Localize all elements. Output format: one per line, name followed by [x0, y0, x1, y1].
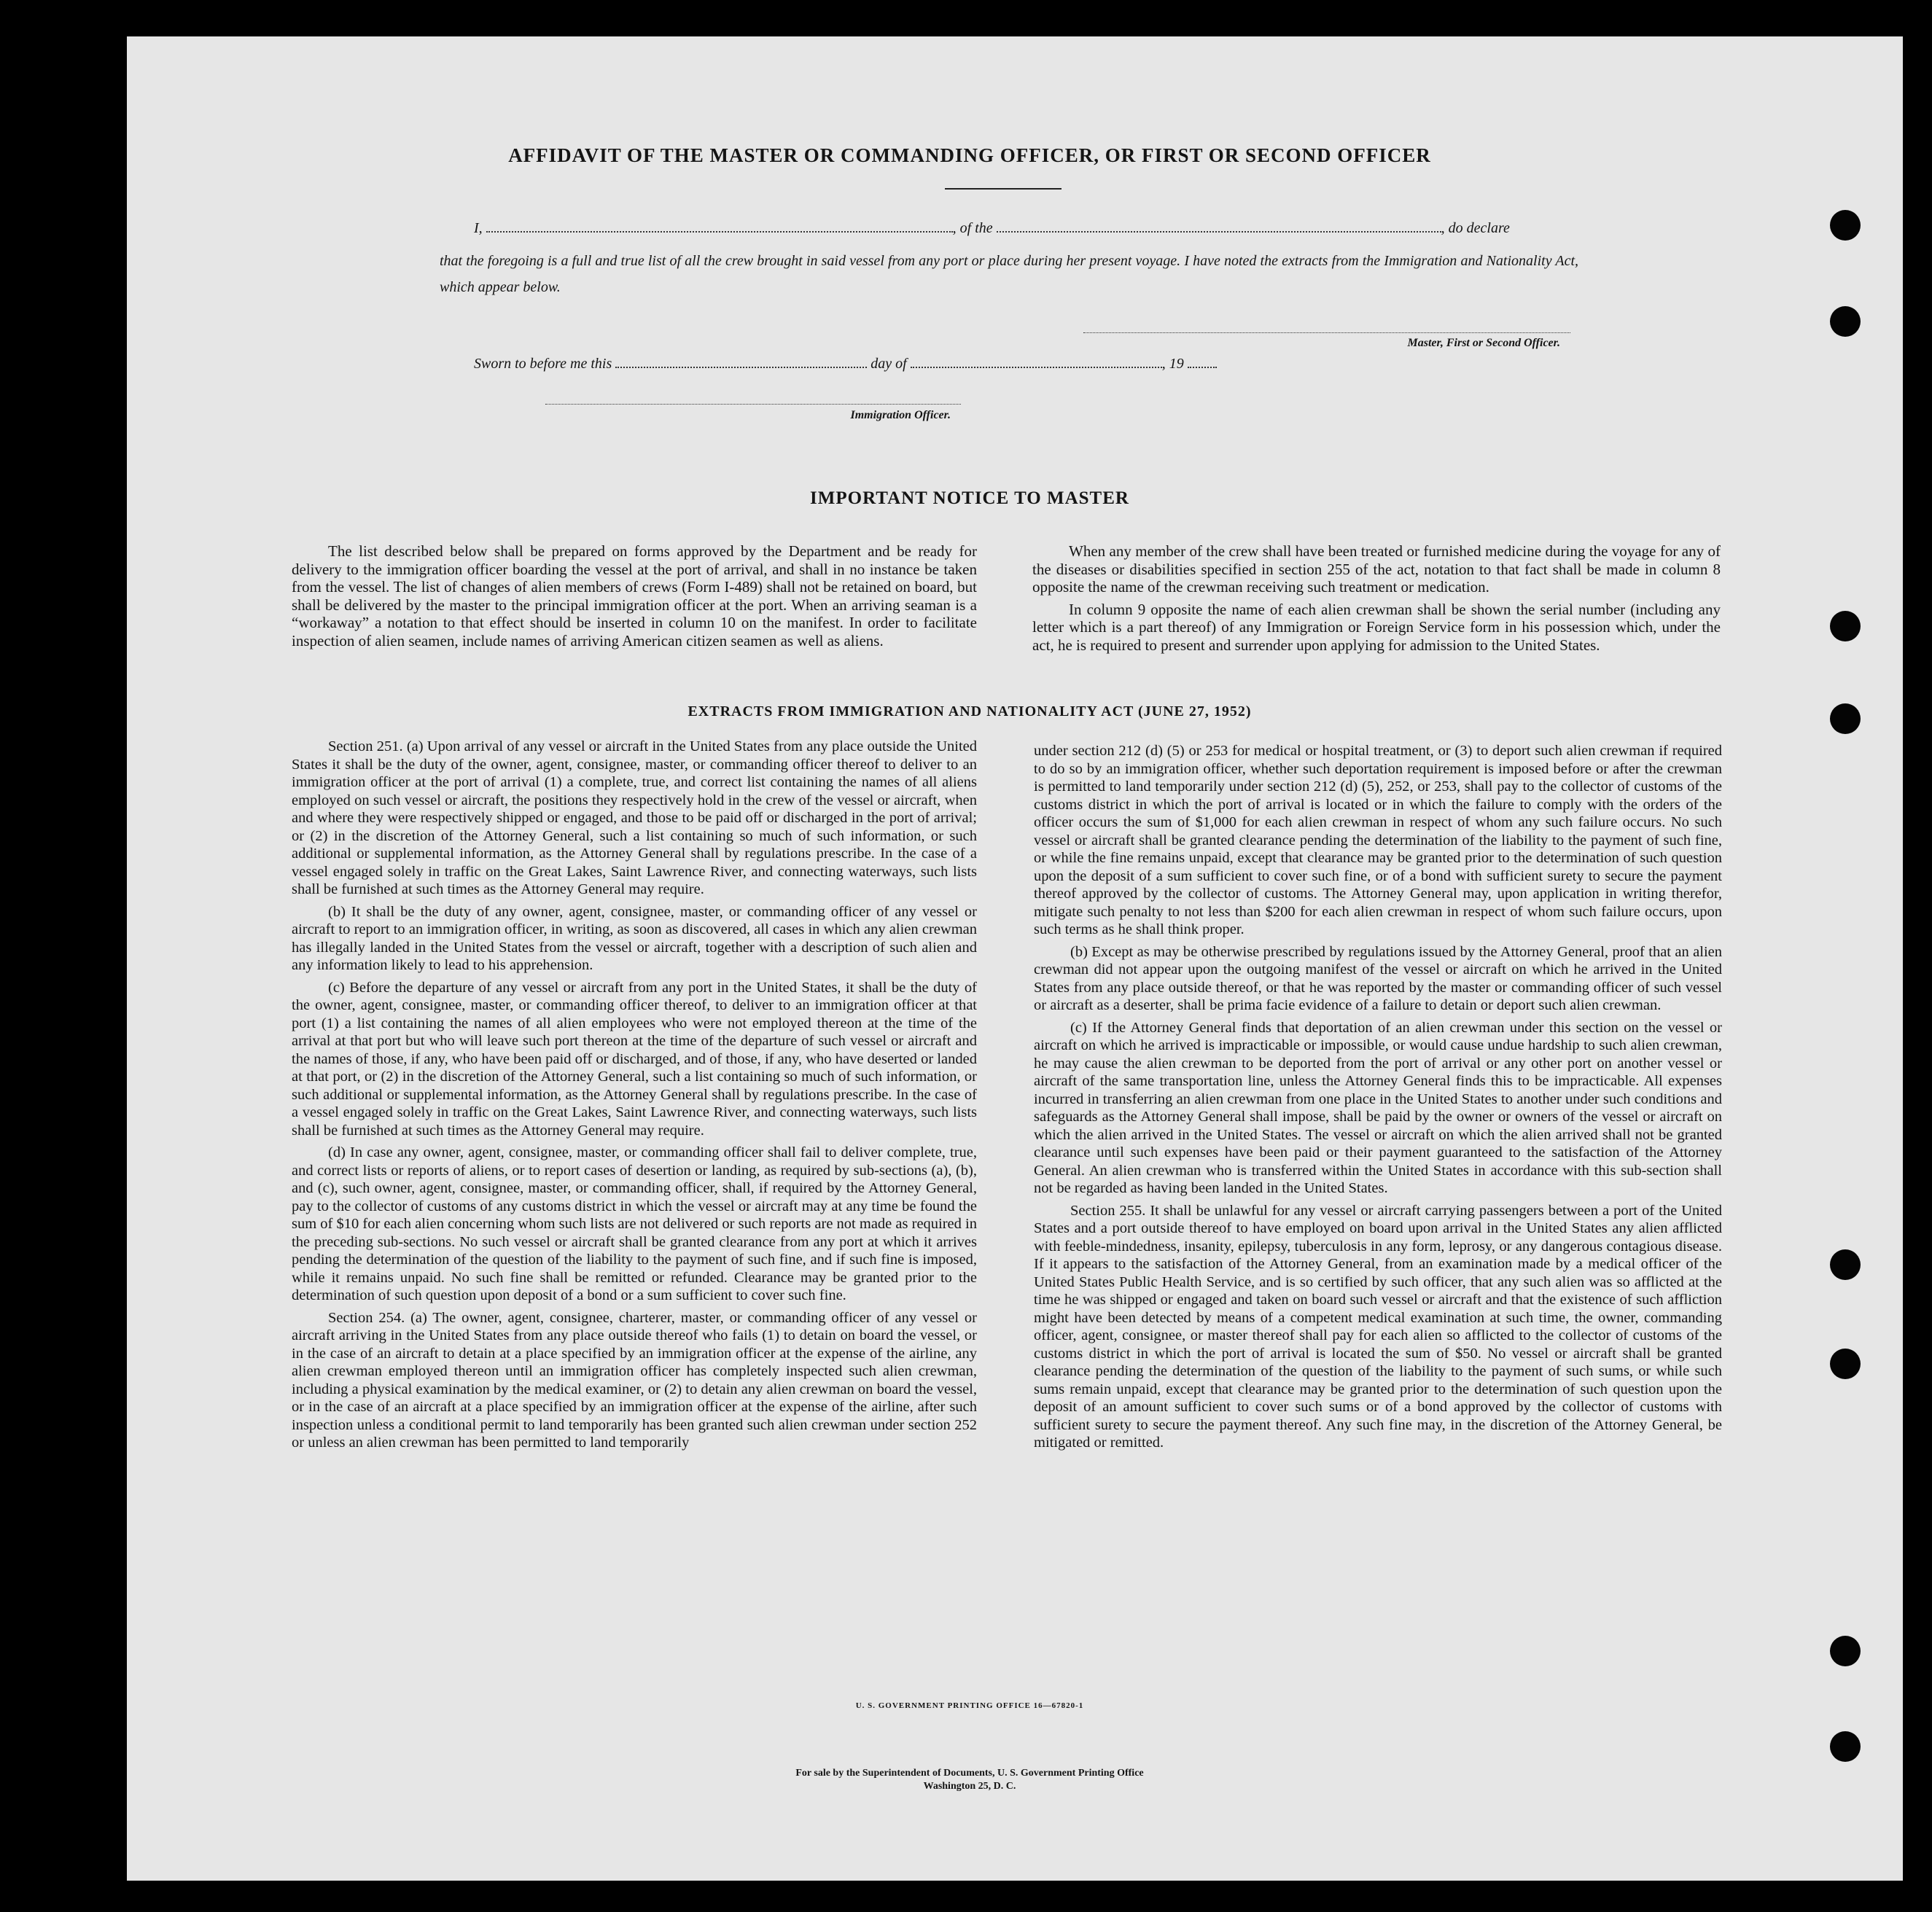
extract-paragraph: Section 254. (a) The owner, agent, consignee, charterer, master, or commanding officer of any vessel or aircraft arriving in the United States from any place outside thereof who fails (1) to detain on board the vessel, or in the case of an aircraft to detain at a place specified by an immigration officer at the expense of the airline, any alien crewman employed thereon until an immigration officer has completely inspected such alien crewman, including a physical examination by the medical examiner, or (2) to detain any alien crewman on board the vessel, or in the case of an aircraft at a place specified by an immigration officer at the expense of the airline, after such inspection unless a conditional permit to land temporarily has been granted such alien crewman under section 252 or unless an alien crewman has been permitted to land temporarily [292, 1309, 977, 1451]
notice-paragraph: When any member of the crew shall have been treated or furnished medicine during the voyage for any of the diseases or disabilities specified in section 255 of the act, notation to that fact shall be made in column 8 opposite the name of the crewman receiving such treatment or medication. [1032, 542, 1721, 596]
extracts-right-column [1034, 742, 1722, 1456]
extract-paragraph: Section 251. (a) Upon arrival of any vessel or aircraft in the United States from any place outside the United States it shall be the duty of the owner, agent, consignee, master, or commanding officer thereof to deliver to an immigration officer at the port of arrival (1) a complete, true, and correct list containing the names of all aliens employed on such vessel or aircraft, the positions they respectively hold in the crew of the vessel or aircraft, when and where they were respectively shipped or engaged, and those to be paid off or discharged in the port of arrival; or (2) in the discretion of the Attorney General, such a list containing so much of such information, or such additional or supplemental information, as the Attorney General shall by regulations prescribe. In the case of a vessel engaged solely in traffic on the Great Lakes, Saint Lawrence River, and connecting waterways, such lists shall be furnished at such times as the Attorney General may require. [292, 738, 977, 897]
extract-paragraph: (c) Before the departure of any vessel or aircraft from any port in the United States, it shall be the duty of the owner, agent, consignee, master, or commanding officer thereof, to deliver to an immigration officer at that port (1) a list containing the names of all alien employees who were not employed thereon at the time of the arrival at that port but who will leave such port thereon at the time of the departure of such vessel or aircraft and the names of those, if any, who have been paid off or discharged, and of those, if any, who have deserted or landed at that port, or (2) in the discretion of the Attorney General, such a list containing so much of such information, or such additional or supplemental information, as the Attorney General shall by regulations prescribe. In the case of a vessel engaged solely in traffic on the Great Lakes, Saint Lawrence River, and connecting waterways, such lists shall be furnished at such times as the Attorney General may require. [292, 979, 977, 1139]
notice-left-column [292, 542, 977, 654]
punch-hole [1830, 1636, 1861, 1666]
punch-hole [1830, 1349, 1861, 1379]
month-blank [911, 356, 1162, 368]
punch-hole [1830, 1249, 1861, 1280]
punch-hole [1830, 703, 1861, 734]
declaration-text: that the foregoing is a full and true list of all the crew brought in said vessel from any port or place during her present voyage. I have noted the extracts from the Immigration and Nationality Act, which appear below. [440, 253, 1578, 295]
officer-signature-line [1083, 332, 1570, 333]
name-blank [486, 221, 953, 233]
printing-office-imprint: U. S. GOVERNMENT PRINTING OFFICE 16—67820-1 [855, 1701, 1084, 1710]
of-the-label: , of the [952, 220, 993, 236]
footer-line-1: For sale by the Superintendent of Documents, U. S. Government Printing Office [795, 1768, 1144, 1779]
extract-paragraph: (c) If the Attorney General finds that deportation of an alien crewman under this section on the vessel or aircraft on which he arrived is impracticable or impossible, or would cause undue hardship to such alien crewman, he may cause the alien crewman to be deported from the port of arrival or any other port on another vessel or aircraft of the same transportation line, unless the Attorney General finds this to be impracticable. All expenses incurred in transferring an alien crewman from one place in the United States to another under such conditions and safeguards as the Attorney General shall impose, shall be paid by the owner or owners of the vessel or aircraft on which the alien arrived in the United States. The vessel or aircraft on which the alien arrived shall not be granted clearance until such expenses have been paid or their payment guaranteed to the satisfaction of the Attorney General. An alien crewman who is transferred within the United States in accordance with this sub-section shall not be regarded as having been landed in the United States. [1034, 1019, 1722, 1196]
do-declare-label: , do declare [1441, 220, 1510, 236]
day-blank [615, 356, 867, 368]
extract-paragraph: (d) In case any owner, agent, consignee, master, or commanding officer shall fail to deliver complete, true, and correct lists or reports of aliens, or to report cases of desertion or landing, as required by sub-sections (a), (b), and (c), such owner, agent, consignee, master, or commanding officer, shall, if required by the Attorney General, pay to the collector of customs of any customs district in which the vessel or aircraft may at any time be found the sum of $10 for each alien concerning whom such lists are not delivered or such reports are not made as required in the preceding sub-sections. No such vessel or aircraft shall be granted clearance from any port at which it arrives pending the determination of the question of the liability to the payment of such fine, and if such fine is imposed, while it remains unpaid. No such fine shall be remitted or refunded. Clearance may be granted prior to the determination of such question upon deposit of a bond or a sum sufficient to cover such fine. [292, 1144, 977, 1303]
extract-paragraph: (b) Except as may be otherwise prescribed by regulations issued by the Attorney General, proof that an alien crewman did not appear upon the outgoing manifest of the vessel or aircraft on which he arrived in the United States from any place outside thereof, or that he was reported by the master or commanding officer of such vessel or aircraft as a deserter, shall be prima facie evidence of a failure to detain or deport such alien crewman. [1034, 943, 1722, 1013]
title-rule [945, 188, 1062, 190]
extract-paragraph: under section 212 (d) (5) or 253 for medical or hospital treatment, or (3) to deport such alien crewman if required to do so by an immigration officer, whether such deportation requirement is imposed before or after the crewman is permitted to land temporarily under section 212 (d) (5), 252, or 253, shall pay to the collector of customs of the customs district in which the port of arrival is located or in which the failure to comply with the orders of the officer occurs the sum of $1,000 for each alien crewman in respect of whom any such failure occurs. No such vessel or aircraft shall be granted clearance pending the determination of the liability to the payment of such fine, or while the fine remains unpaid, except that clearance may be granted prior to the determination of such question upon the deposit of a sum sufficient to cover such fine, or of a bond with sufficient surety to secure the payment thereof approved by the collector of customs. The Attorney General may, upon application in writing therefor, mitigate such penalty to not less than $200 for each alien crewman in respect of whom such failure occurs, upon such terms as he shall think proper. [1034, 743, 1722, 937]
officer-caption: Master, First or Second Officer. [1407, 337, 1560, 349]
vessel-blank [997, 221, 1441, 233]
punch-hole [1830, 1731, 1861, 1762]
immigration-signature-line [545, 404, 961, 405]
punch-hole [1830, 210, 1861, 241]
extracts-left-column [292, 738, 977, 1456]
extracts-title: EXTRACTS FROM IMMIGRATION AND NATIONALITY ACT (JUNE 27, 1952) [688, 703, 1252, 719]
year-blank [1188, 356, 1217, 368]
notice-paragraph: In column 9 opposite the name of each alien crewman shall be shown the serial number (including any letter which is a part thereof) of any Immigration or Foreign Service form in his possession which, under the act, he is required to present and surrender upon applying for admission to the United States. [1032, 600, 1721, 654]
punch-hole [1830, 306, 1861, 337]
notice-right-column [1032, 542, 1721, 658]
extract-paragraph: Section 255. It shall be unlawful for any vessel or aircraft carrying passengers between a port of the United States and a port outside thereof to have employed on board upon arrival in the United States any alien afflicted with feeble-mindedness, insanity, epilepsy, tuberculosis in any form, leprosy, or any dangerous contagious disease. If it appears to the satisfaction of the Attorney General, from an examination made by a medical officer of the United States Public Health Service, and is so certified by such officer, that any such alien was so afflicted at the time he was shipped or engaged and taken on board such vessel or aircraft and that the existence of such affliction might have been detected by means of a competent medical examination at such time, the owner, commanding officer, agent, consignee, or master thereof shall pay for each alien so afflicted to the collector of customs of the customs district in which the port of arrival is located the sum of $50. No vessel or aircraft shall be granted clearance pending the determination of the question of the liability to the payment of such sums, or while such sums remain unpaid, except that clearance may be granted prior to the determination of such question upon the deposit of an amount sufficient to cover such sums or of a bond approved by the collector of customs with sufficient surety to secure the payment thereof. Any such fine may, in the discretion of the Attorney General, be mitigated or remitted. [1034, 1202, 1722, 1451]
notice-title: IMPORTANT NOTICE TO MASTER [810, 488, 1129, 508]
day-of-label: day of [870, 356, 907, 372]
footer-sale-notice [678, 1767, 1261, 1793]
declaration-line [474, 220, 1575, 237]
immigration-caption: Immigration Officer. [850, 409, 951, 421]
i-label: I, [474, 220, 483, 236]
year-label: , 19 [1161, 356, 1184, 372]
notice-paragraph: The list described below shall be prepared on forms approved by the Department and be ready for delivery to the immigration officer boarding the vessel at the port of arrival, and shall in no instance be taken from the vessel. The list of changes of alien members of crews (Form I-489) shall not be retained on board, but shall be delivered by the master to the principal immigration officer at the port. When an arriving seaman is a “workaway” a notation to that effect should be inserted in column 10 on the manifest. In order to facilitate inspection of alien seamen, include names of arriving American citizen seamen as well as aliens. [292, 542, 977, 649]
punch-hole [1830, 611, 1861, 641]
footer-line-2: Washington 25, D. C. [923, 1781, 1016, 1792]
sworn-label: Sworn to before me this [474, 356, 612, 372]
affidavit-title: AFFIDAVIT OF THE MASTER OR COMMANDING OFFICER, OR FIRST OR SECOND OFFICER [508, 144, 1431, 166]
sworn-line [474, 356, 1349, 372]
extract-paragraph: (b) It shall be the duty of any owner, agent, consignee, master, or commanding officer of any vessel or aircraft to report to an immigration officer, in writing, as soon as discovered, all cases in which any alien crewman has illegally landed in the United States from the vessel or aircraft, together with a description of such alien and any information likely to lead to his apprehension. [292, 903, 977, 973]
